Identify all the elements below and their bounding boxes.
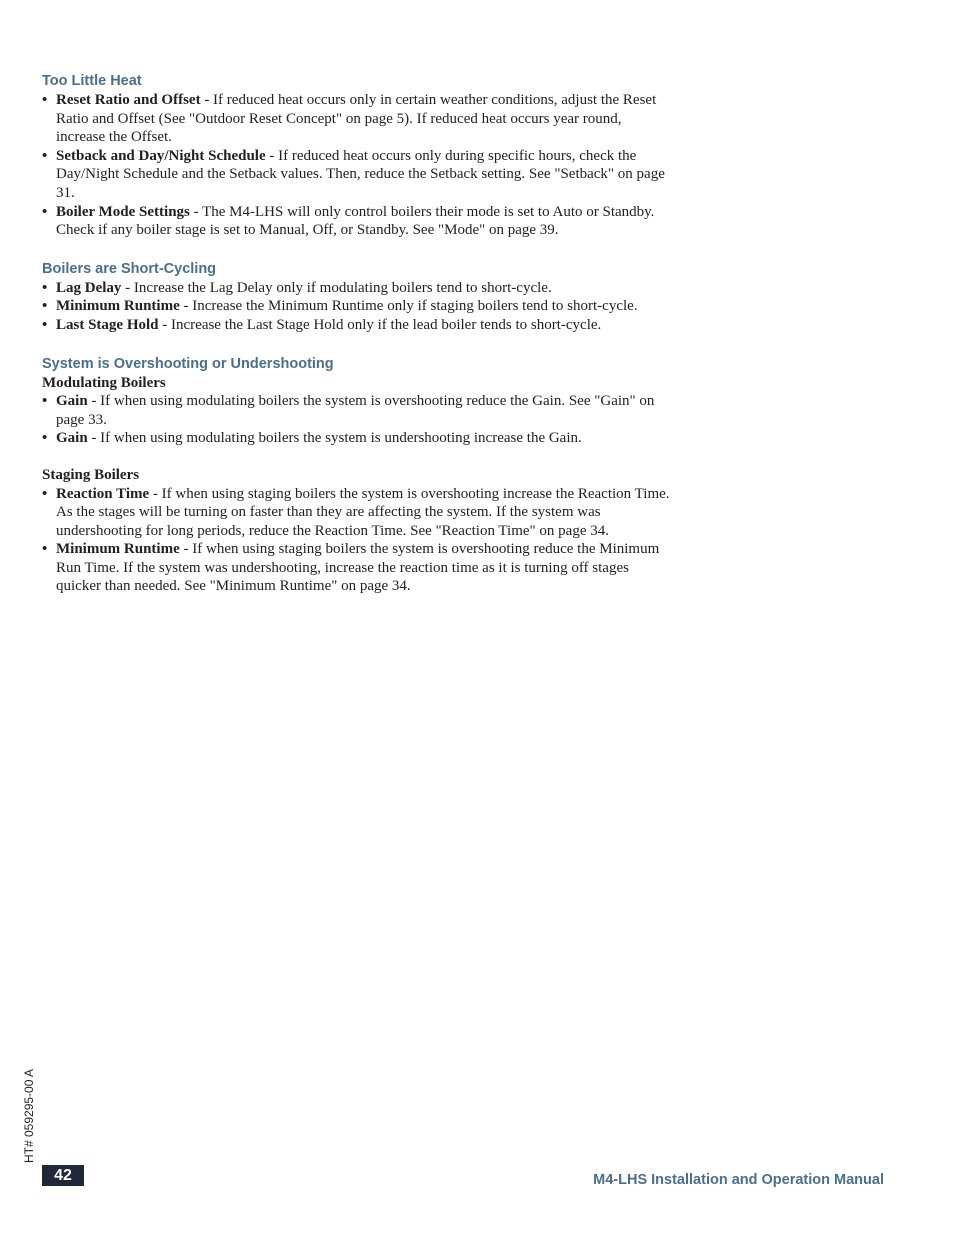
item-term: Gain <box>56 430 88 447</box>
bullet-icon: • <box>42 92 48 108</box>
item-term: Gain <box>56 393 88 410</box>
subgroup-title: Modulating Boilers <box>42 374 166 391</box>
list-item <box>42 540 672 596</box>
item-text: - If when using staging boilers the system is overshooting reduce the Minimum Run Time. If the system was undershooting, increase the reaction time as it is turning off stages quicker than needed. See "Minimum Runtime" on page 34. <box>56 541 660 595</box>
item-term: Lag Delay <box>56 279 122 296</box>
item-term: Minimum Runtime <box>56 541 180 558</box>
list-item <box>42 392 672 429</box>
item-term: Boiler Mode Settings <box>56 203 190 220</box>
list-item <box>42 279 672 298</box>
item-text: - Increase the Minimum Runtime only if staging boilers tend to short-cycle. <box>179 298 638 315</box>
item-text: - If when using modulating boilers the system is overshooting reduce the Gain. See "Gain" on page 33. <box>56 393 655 428</box>
bullet-list <box>42 485 672 597</box>
subgroup-title: Staging Boilers <box>42 466 140 483</box>
page-number: 42 <box>42 1165 84 1186</box>
bullet-icon: • <box>42 393 48 410</box>
item-term: Last Stage Hold <box>56 316 159 333</box>
item-text: - If reduced heat occurs only in certain weather conditions, adjust the Reset Ratio and Offset (See "Outdoor Reset Concept" on page 5). If reduced heat occurs year round, increase the Offset. <box>56 92 657 146</box>
bullet-list <box>42 392 672 448</box>
item-text: - If when using staging boilers the system is overshooting increase the Reaction Time. As the stages will be turning on faster than they are affecting the system. If the system was undershooting for long periods, reduce the Reaction Time. See "Reaction Time" on page 34. <box>56 485 670 539</box>
bullet-icon: • <box>42 485 48 502</box>
bullet-icon: • <box>42 279 48 296</box>
subgroup-modulating <box>42 374 672 448</box>
section-overshooting <box>42 355 672 597</box>
list-item <box>42 429 672 448</box>
section-short-cycling <box>42 260 672 335</box>
item-text: - The M4-LHS will only control boilers their mode is set to Auto or Standby. Check if any boiler stage is set to Manual, Off, or Standby. See "Mode" on page 39. <box>56 203 655 239</box>
page-content <box>42 72 672 616</box>
item-term: Reaction Time <box>56 485 150 502</box>
document-code: HT# 059295-00 A <box>22 1068 36 1163</box>
bullet-icon: • <box>42 147 48 164</box>
subgroup-staging <box>42 466 672 596</box>
list-item <box>42 485 672 541</box>
section-heading: Too Little Heat <box>42 73 142 89</box>
list-item <box>42 316 672 335</box>
section-heading: Boilers are Short-Cycling <box>42 260 217 277</box>
bullet-icon: • <box>42 316 48 333</box>
bullet-list <box>42 91 672 240</box>
item-text: - Increase the Lag Delay only if modulating boilers tend to short-cycle. <box>121 279 552 296</box>
bullet-icon: • <box>42 541 48 558</box>
item-term: Reset Ratio and Offset <box>56 92 201 108</box>
list-item <box>42 203 672 240</box>
bullet-list <box>42 279 672 335</box>
bullet-icon: • <box>42 298 48 315</box>
list-item <box>42 297 672 316</box>
section-heading: System is Overshooting or Undershooting <box>42 355 334 372</box>
list-item <box>42 147 672 203</box>
footer-title: M4-LHS Installation and Operation Manual <box>593 1172 884 1188</box>
item-term: Setback and Day/Night Schedule <box>56 147 266 164</box>
item-text: - If reduced heat occurs only during specific hours, check the Day/Night Schedule and the Setback values. Then, reduce the Setback setting. See "Setback" on page 31. <box>56 147 665 201</box>
bullet-icon: • <box>42 430 48 447</box>
item-text: - Increase the Last Stage Hold only if the lead boiler tends to short-cycle. <box>158 316 602 333</box>
item-text: - If when using modulating boilers the system is undershooting increase the Gain. <box>87 430 582 447</box>
bullet-icon: • <box>42 203 48 220</box>
item-term: Minimum Runtime <box>56 298 180 315</box>
list-item <box>42 91 672 147</box>
section-too-little-heat <box>42 72 672 240</box>
